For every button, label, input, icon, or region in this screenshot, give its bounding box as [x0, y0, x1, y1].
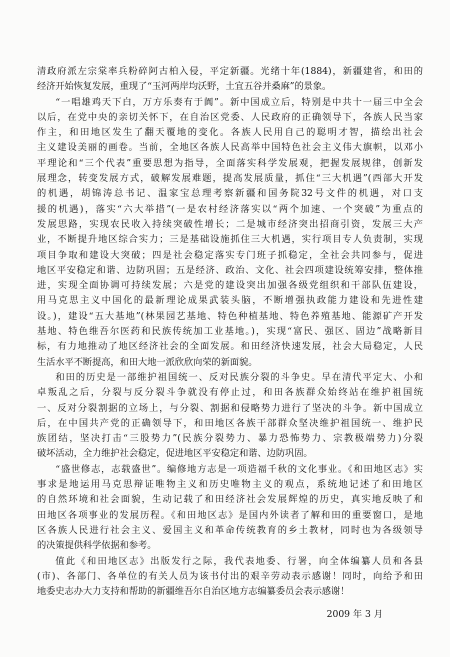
body-paragraph [37, 64, 423, 95]
text-line: 发展思路，实现农民收入持续突破性增长；二是城市经济突出招商引资，发展三大产 [37, 218, 423, 230]
date-line: 2009 年 3 月 [326, 609, 383, 620]
body-paragraph [37, 554, 423, 600]
text-line: 标，有力地推动了地区经济社会的全面发展。和田经济快速发展，社会大局稳定，人民 [37, 341, 423, 353]
text-line: 生活水平不断提高，和田大地一派欣欣向荣的新面貌。 [37, 356, 258, 368]
text-line: 破坏活动，全力维护社会稳定，促进地区平安稳定和谐、边防巩固。 [37, 448, 313, 460]
text-line: “盛世修志，志载盛世”。编修地方志是一项造福千秋的文化事业。《和田地区志》实 [55, 463, 423, 475]
text-line: 用马克思主义中国化的最新理论成果武装头脑，不断增强执政能力建设和先进性建 [37, 295, 423, 307]
text-line: 主义建设美丽的画卷。当前，全地区各族人民高举中国特色社会主义伟大旗帜，以邓小 [37, 142, 423, 154]
text-line: 地区平安稳定和谐、边防巩固；五是经济、政治、文化、社会四项建设统筹安排，整体推 [37, 264, 423, 276]
text-line: 援的机遇)，落实“六大举措”(一是农村经济落实以“两个加速、一个突破”为重点的 [37, 203, 423, 215]
text-line: 以后，在党中央的亲切关怀下，在自治区党委、人民政府的正确领导下，各族人民当家 [37, 111, 423, 123]
text-line: 和田的历史是一部维护祖国统一、反对民族分裂的斗争史。早在清代平定大、小和 [55, 371, 423, 383]
text-line: 地委史志办大力支持和帮助的新疆维吾尔自治区地方志编纂委员会表示感谢！ [37, 586, 350, 598]
text-line: 区各族人民进行社会主义、爱国主义和革命传统教育的乡土教材，同时也为各级领导 [37, 524, 423, 536]
text-line: 设。)，建设“五大基地”(林果园艺基地、特色种植基地、特色养殖基地、能源矿产开发 [37, 310, 423, 322]
text-line: 平理论和“三个代表”重要思想为指导，全面落实科学发展观，把握发展规律，创新发 [37, 157, 423, 169]
text-line: 事求是地运用马克思辩证唯物主义和历史唯物主义的观点，系统地记述了和田地区 [37, 479, 423, 491]
text-line: 田地区各项事业的发展历程。《和田地区志》是国内外读者了解和田的重要窗口，是地 [37, 509, 423, 521]
text-line: 的决策提供科学依据和参考。 [37, 540, 157, 552]
text-line: 清政府派左宗棠率兵粉碎阿古柏入侵，平定新疆。光绪十年(1884)，新疆建省，和田的 [37, 66, 423, 77]
text-line: 项目争取和建设大突破；四是社会稳定落实专门班子抓稳定，全社会共同参与，促进 [37, 249, 423, 261]
body-paragraph [37, 95, 423, 370]
text-line: 的机遇，胡锦涛总书记、温家宝总理考察新疆和国务院32号文件的机遇，对口支 [37, 188, 423, 200]
text-line: 一、反对分裂割据的立场上，与分裂、割据和侵略势力进行了坚决的斗争。新中国成立 [37, 402, 423, 414]
text-line: 值此《和田地区志》出版发行之际，我代表地委、行署，向全体编纂人员和各县 [55, 555, 423, 567]
text-line: “一唱雄鸡天下白，万方乐奏有于阗”。新中国成立后，特别是中共十一届三中全会 [55, 96, 423, 108]
text-line: 进，实现全面协调可持续发展；六是党的建设突出加强各级党组织和干部队伍建设， [37, 280, 423, 292]
text-line: 后，在中国共产党的正确领导下，和田地区各族干部群众坚决维护祖国统一、维护民 [37, 417, 423, 429]
text-line: (市)、各部门、各单位的有关人员为该书付出的艰辛劳动表示感谢！同时，向给予和田 [37, 570, 423, 582]
text-line: 业，不断提升地区综合实力；三是基础设施抓住三大机遇，实行项目专人负责制，实现 [37, 234, 423, 246]
text-line: 展理念，转变发展方式，破解发展难题，提高发展质量，抓住“三大机遇”(西部大开发 [37, 173, 423, 185]
text-line: 作主，和田地区发生了翻天覆地的变化。各族人民用自己的聪明才智，描绘出社会 [37, 127, 423, 139]
text-line: 经济开始恢复发展，重现了“玉河两岸均沃野，土宜五谷并桑麻”的景象。 [37, 81, 332, 93]
text-line: 的自然环境和社会面貌，生动记载了和田经济社会发展辉煌的历史，真实地反映了和 [37, 494, 423, 506]
text-line: 族团结，坚决打击“三股势力”(民族分裂势力、暴力恐怖势力、宗教极端势力)分裂 [37, 433, 423, 445]
body-text [37, 64, 423, 599]
text-line: 基地、特色维吾尔医药和民族传统加工业基地。)，实现“富民、强区、固边”战略新目 [37, 326, 423, 338]
body-paragraph [37, 370, 423, 462]
text-line: 卓叛乱之后，分裂与反分裂斗争就没有停止过，和田各族群众始终站在维护祖国统 [37, 387, 423, 399]
body-paragraph [37, 462, 423, 554]
